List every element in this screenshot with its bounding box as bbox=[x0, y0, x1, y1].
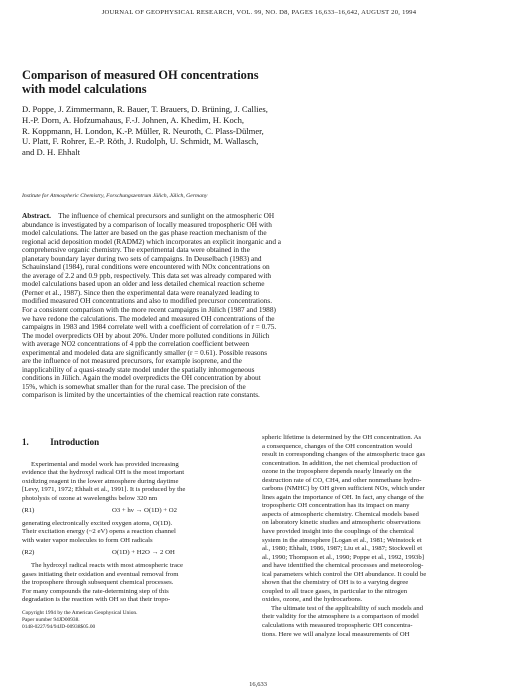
affiliation: Institute for Atmospheric Chemistry, Forschungszentrum Jülich, Jülich, Germany bbox=[22, 193, 208, 199]
body-line: The ultimate test of the applicability of such models and bbox=[271, 604, 424, 612]
paper-number: Paper number 94JD00938. bbox=[22, 616, 80, 623]
body-line: lines again the importance of OH. In fact, any change of the bbox=[262, 493, 424, 501]
copyright-notice bbox=[22, 610, 250, 631]
body-line: result in corresponding changes of the atmospheric trace gas bbox=[262, 451, 426, 459]
abstract-line: For a consistent comparison with the more recent campaigns in Jülich (1987 and 1988) bbox=[22, 306, 276, 315]
abstract-line: model calculations. The latter are based on the gas phase reaction mechanism of the bbox=[22, 229, 267, 238]
page-number: 16,633 bbox=[249, 681, 267, 688]
abstract bbox=[22, 212, 482, 400]
abstract-line: with average NO2 concentrations of 4 ppb the correlation coefficient between bbox=[22, 340, 250, 349]
body-line: concentration. In addition, the net chemical production of bbox=[262, 459, 418, 467]
abstract-line: the average of 2.2 and 0.9 ppb, respectively. This data set was already compared with bbox=[22, 271, 272, 280]
abstract-line: 15%, which is somewhat smaller than for the rural case. The precision of the bbox=[22, 382, 246, 391]
author-line: R. Koppmann, H. London, K.-P. Müller, R. Neuroth, C. Plass-Dülmer, bbox=[22, 125, 264, 136]
abstract-line: are the influence of not measured precursors, for example isoprene, and the bbox=[22, 357, 242, 366]
author-line: and D. H. Ehhalt bbox=[22, 147, 80, 158]
equation-label: (R2) bbox=[22, 549, 35, 557]
section-heading bbox=[22, 438, 250, 447]
title-line: Comparison of measured OH concentrations bbox=[22, 68, 259, 82]
body-line: their validity for the atmosphere is a comparison of model bbox=[262, 613, 419, 621]
body-line: generating electronically excited oxygen atoms, O(1D). bbox=[22, 519, 173, 527]
abstract-line: The model overpredicts OH by about 20%. Under more polluted conditions in Jülich bbox=[22, 331, 270, 340]
body-line: photolysis of ozone at wavelengths below 320 nm bbox=[22, 494, 158, 502]
abstract-line: model calculations based upon an older and less detailed chemical reaction scheme bbox=[22, 280, 265, 289]
body-line: al., 1990; Thompson et al., 1990; Poppe et al., 1992, 1993b] bbox=[262, 553, 425, 561]
body-line: Experimental and model work has provided increasing bbox=[31, 460, 179, 468]
equation-label: (R1) bbox=[22, 507, 35, 515]
issn-code: 0148-0227/94/94JD-00938$05.00 bbox=[22, 623, 96, 630]
author-line: U. Platt, F. Rohrer, E.-P. Röth, J. Rudolph, U. Schmidt, M. Wallasch, bbox=[22, 136, 259, 147]
abstract-line: regional acid deposition model (RADM2) which incorporates an explicit inorganic and a bbox=[22, 237, 282, 246]
section-title: Introduction bbox=[50, 438, 100, 447]
title-line: with model calculations bbox=[22, 82, 147, 96]
abstract-line: abundance is investigated by a comparison of locally measured tropospheric OH with bbox=[22, 220, 272, 229]
abstract-line: Schauinsland (1984), rural conditions were encountered with NOx concentrations on bbox=[22, 263, 270, 272]
body-line: Their excitation energy (~2 eV) opens a reaction channel bbox=[22, 528, 176, 536]
body-line: tropospheric OH concentration has its impact on many bbox=[262, 502, 410, 510]
abstract-line: experimental and modeled data are significantly smaller (r = 0.61). Possible reasons bbox=[22, 348, 268, 357]
body-line: gases initiating their oxidation and eventual removal from bbox=[22, 570, 179, 578]
body-line: al., 1980; Ehhalt, 1986, 1987; Liu et al., 1987; Stockwell et bbox=[262, 545, 423, 553]
body-line: destruction rate of CO, CH4, and other nonmethane hydro- bbox=[262, 476, 422, 484]
equation-formula: O(1D) + H2O → 2 OH bbox=[112, 549, 175, 557]
body-line: degradation is the reaction with OH so that their tropo- bbox=[22, 596, 171, 604]
right-column bbox=[262, 434, 498, 639]
paper-title bbox=[22, 68, 442, 96]
equation-formula: O3 + hν → O(1D) + O2 bbox=[112, 507, 178, 515]
body-line: and have identified the chemical processes and meteorolog- bbox=[262, 562, 424, 570]
body-line: on laboratory kinetic studies and atmospheric observations bbox=[262, 519, 421, 527]
author-line: D. Poppe, J. Zimmermann, R. Bauer, T. Brauers, D. Brüning, J. Callies, bbox=[22, 104, 268, 114]
body-line: The hydroxyl radical reacts with most atmospheric trace bbox=[31, 562, 184, 570]
body-line: coupled to all trace gases, in particular to the nitrogen bbox=[262, 587, 408, 595]
body-line: ozone in the troposphere depends nearly linearly on the bbox=[262, 468, 412, 476]
abstract-line: The influence of chemical precursors and sunlight on the atmospheric OH bbox=[58, 212, 275, 220]
body-line: shown that the chemistry of OH is to a varying degree bbox=[262, 579, 409, 587]
left-column bbox=[22, 434, 250, 631]
equation-r1 bbox=[22, 507, 250, 516]
equation-r2 bbox=[22, 549, 250, 558]
abstract-line: conditions in Jülich. Again the model overpredicts the OH concentration by about bbox=[22, 374, 261, 383]
abstract-line: comparison is limited by the uncertainties of the chemical reaction rate constants. bbox=[22, 391, 260, 400]
body-line: evidence that the hydroxyl radical OH is the most important bbox=[22, 469, 185, 477]
body-line: with water vapor molecules to form OH radicals bbox=[22, 536, 153, 544]
body-line: tions. Here we will analyze local measurements of OH bbox=[262, 630, 410, 638]
body-line: [Levy, 1971, 1972; Ehhalt et al., 1991]. It is produced by the bbox=[22, 486, 186, 494]
body-line: the troposphere through subsequent chemical processes. bbox=[22, 579, 174, 587]
body-line: ical parameters which control the OH abundance. It could be bbox=[262, 570, 427, 578]
author-line: H.-P. Dorn, A. Hofzumahaus, F.-J. Johnen, A. Khedim, H. Koch, bbox=[22, 114, 245, 125]
body-line: aspects of atmospheric chemistry. Chemical models based bbox=[262, 510, 419, 518]
body-line: spheric lifetime is determined by the OH concentration. As bbox=[262, 434, 422, 441]
abstract-line: (Perner et al., 1987). Since then the experimental data were reanalyzed leading to bbox=[22, 288, 260, 297]
abstract-heading: Abstract. bbox=[22, 212, 51, 220]
body-line: system in the atmosphere [Logan et al., 1981; Weinstock et bbox=[262, 536, 422, 544]
body-line: calculations with measured tropospheric OH concentra- bbox=[262, 622, 413, 630]
abstract-line: modified measured OH concentrations and also to modified precursor concentrations. bbox=[22, 297, 273, 306]
abstract-line: we have redone the calculations. The modeled and measured OH concentrations of the bbox=[22, 314, 275, 323]
body-line: For many compounds the rate-determining step of this bbox=[22, 587, 169, 595]
abstract-line: comprehensive organic chemistry. The experimental data were obtained in the bbox=[22, 246, 250, 255]
body-line: oxidizing reagent in the lower atmosphere during daytime bbox=[22, 477, 179, 485]
abstract-first-line bbox=[22, 212, 482, 221]
body-line: carbons (NMHC) by OH given sufficient NOx, which under bbox=[262, 485, 425, 493]
abstract-line: inapplicability of a quasi-steady state model under the spatially inhomogeneous bbox=[22, 365, 255, 374]
body-line: have provided insight into the couplings of the chemical bbox=[262, 528, 414, 536]
running-head: JOURNAL OF GEOPHYSICAL RESEARCH, VOL. 99, NO. D8, PAGES 16,633–16,642, AUGUST 20, 1994 bbox=[101, 9, 417, 16]
copyright-line: Copyright 1994 by the American Geophysical Union. bbox=[22, 609, 138, 616]
body-line: a consequence, changes of the OH concentration would bbox=[262, 442, 412, 450]
author-list bbox=[22, 104, 482, 158]
body-line: oxides, ozone, and the hydrocarbons. bbox=[262, 596, 363, 604]
section-number: 1. bbox=[22, 438, 29, 447]
abstract-line: planetary boundary layer during two sets of campaigns. In Deuselbach (1983) and bbox=[22, 254, 262, 263]
abstract-line: campaigns in 1983 and 1984 correlate well with a coefficient of correlation of r = 0.75. bbox=[22, 323, 277, 332]
